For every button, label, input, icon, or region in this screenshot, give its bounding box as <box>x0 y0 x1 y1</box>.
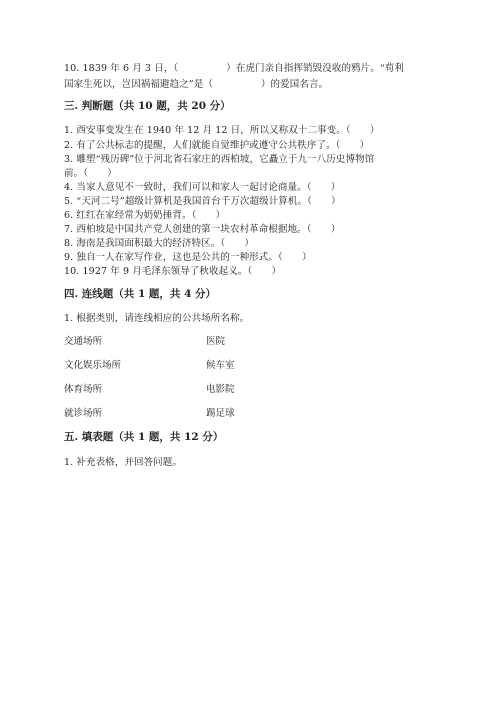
match-left-item: 体育场所 <box>64 384 103 395</box>
section5-prompt: 1. 补充表格，并回答问题。 <box>64 457 182 468</box>
judge-item: 8. 海南是我国面积最大的经济特区。（ ） <box>64 238 255 249</box>
judge-item: 前。（ ） <box>64 168 117 179</box>
judge-item: 9. 独自一人在家写作业，这也是公共的一种形式。（ ） <box>64 252 312 263</box>
judge-item: 4. 当家人意见不一致时，我们可以和家人一起讨论商量。（ ） <box>64 182 341 193</box>
section5-title: 五. 填表题（共 1 题，共 12 分） <box>64 431 224 443</box>
judge-item: 7. 西柏坡是中国共产党人创建的第一块农村革命根据地。（ ） <box>64 224 341 235</box>
q10-line2: 国家生死以，岂因祸福避趋之”是（ ）的爱国名言。 <box>64 79 329 90</box>
q10-line1: 10. 1839 年 6 月 3 日，（ ）在虎门亲自指挥销毁没收的鸦片。“苟利 <box>64 63 404 74</box>
section3-title: 三. 判断题（共 10 题，共 20 分） <box>64 100 231 112</box>
judge-item: 6. 红红在家经常为奶奶捶背。（ ） <box>64 210 226 221</box>
match-right-item: 医院 <box>206 336 226 347</box>
match-right-item: 踢足球 <box>206 408 235 419</box>
match-right-item: 电影院 <box>206 384 235 395</box>
section4-prompt: 1. 根据类别，请连线相应的公共场所名称。 <box>64 313 250 324</box>
judge-item: 1. 西安事变发生在 1940 年 12 月 12 日，所以又称双十二事变。（ ） <box>64 125 380 136</box>
judge-item: 2. 有了公共标志的提醒，人们就能自觉维护或遵守公共秩序了。（ ） <box>64 140 370 151</box>
match-left-item: 文化娱乐场所 <box>64 360 122 371</box>
match-left-item: 交通场所 <box>64 336 103 347</box>
match-left-item: 就诊场所 <box>64 408 103 419</box>
match-right-item: 候车室 <box>206 360 235 371</box>
judge-item: 3. 雕塑“残历碑”位于河北省石家庄的西柏坡，它矗立于九一八历史博物馆 <box>64 154 375 165</box>
judge-item: 10. 1927 年 9 月毛泽东领导了秋收起义。（ ） <box>64 266 282 277</box>
judge-item: 5. “天河二号”超级计算机是我国首台千万次超级计算机。（ ） <box>64 196 341 207</box>
section4-title: 四. 连线题（共 1 题，共 4 分） <box>64 288 217 300</box>
